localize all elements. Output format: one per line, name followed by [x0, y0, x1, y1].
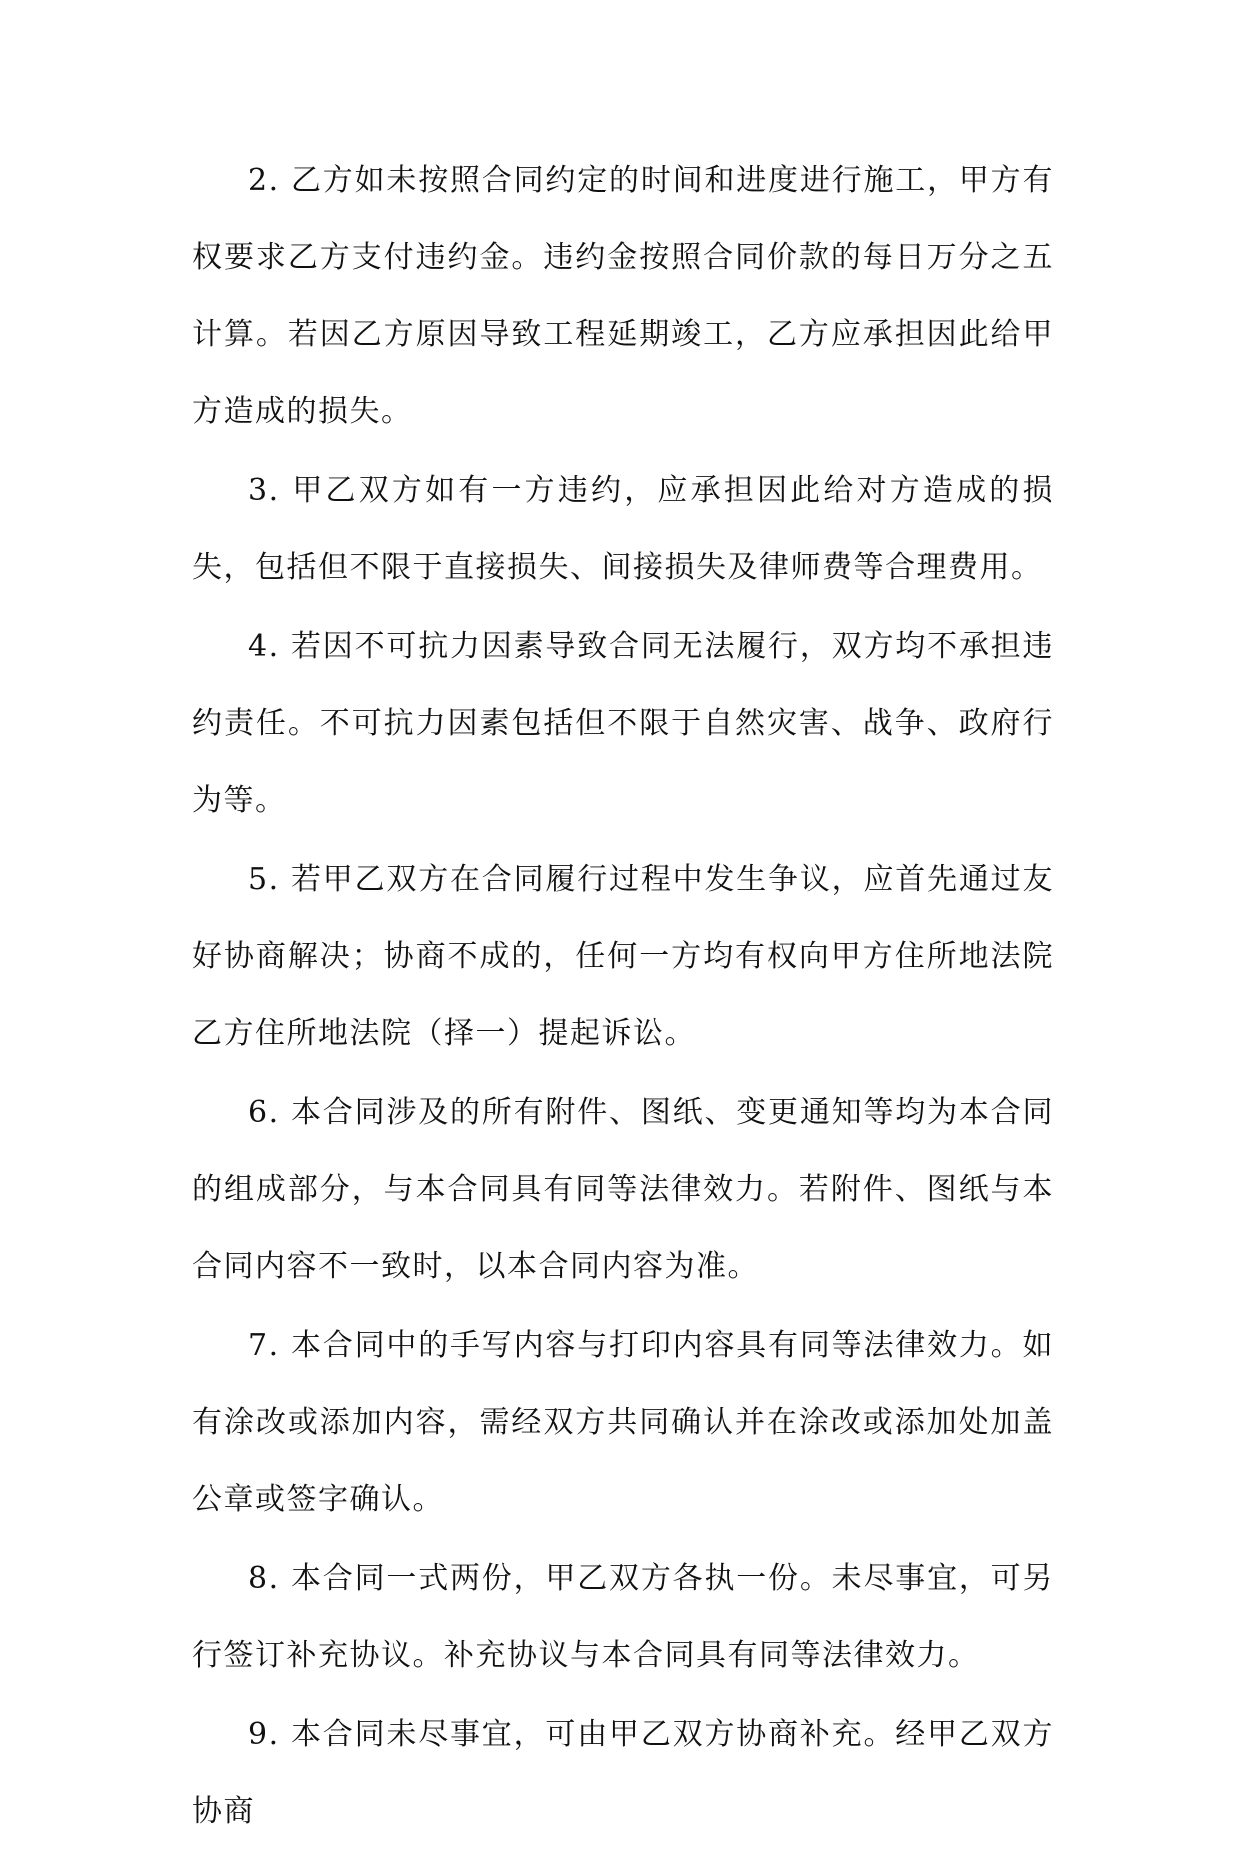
- clause-text: 乙方如未按照合同约定的时间和进度进行施工，甲方有权要求乙方支付违约金。违约金按照合同价款的每日万分之五计算。若因乙方原因导致工程延期竣工，乙方应承担因此给甲方造成的损失。: [192, 163, 1054, 429]
- clause-3: [192, 452, 1054, 606]
- clause-text: 本合同未尽事宜，可由甲乙双方协商补充。经甲乙双方协商: [192, 1717, 1054, 1829]
- clause-number: 8.: [248, 1561, 280, 1596]
- clause-text: 若因不可抗力因素导致合同无法履行，双方均不承担违约责任。不可抗力因素包括但不限于自然灾害、战争、政府行为等。: [192, 629, 1054, 818]
- clause-8: [192, 1540, 1054, 1694]
- clause-text: 本合同一式两份，甲乙双方各执一份。未尽事宜，可另行签订补充协议。补充协议与本合同具有同等法律效力。: [192, 1561, 1054, 1673]
- clause-6: [192, 1074, 1054, 1305]
- clause-number: 6.: [248, 1095, 280, 1130]
- clause-text: 甲乙双方如有一方违约，应承担因此给对方造成的损失，包括但不限于直接损失、间接损失及律师费等合理费用。: [192, 473, 1054, 585]
- clause-9: [192, 1696, 1054, 1850]
- clause-number: 3.: [248, 473, 280, 508]
- clause-text: 若甲乙双方在合同履行过程中发生争议，应首先通过友好协商解决；协商不成的，任何一方均有权向甲方住所地法院乙方住所地法院（择一）提起诉讼。: [192, 862, 1054, 1051]
- clause-text: 本合同涉及的所有附件、图纸、变更通知等均为本合同的组成部分，与本合同具有同等法律效力。若附件、图纸与本合同内容不一致时，以本合同内容为准。: [192, 1095, 1054, 1284]
- clause-number: 7.: [248, 1328, 280, 1363]
- clause-4: [192, 608, 1054, 839]
- clause-7: [192, 1307, 1054, 1538]
- contract-clauses: [192, 142, 1054, 1852]
- clause-5: [192, 841, 1054, 1072]
- clause-number: 2.: [248, 163, 280, 198]
- clause-text: 本合同中的手写内容与打印内容具有同等法律效力。如有涂改或添加内容，需经双方共同确认并在涂改或添加处加盖公章或签字确认。: [192, 1328, 1054, 1517]
- clause-number: 9.: [248, 1717, 280, 1752]
- clause-number: 4.: [248, 629, 280, 664]
- clause-2: [192, 142, 1054, 450]
- clause-number: 5.: [248, 862, 280, 897]
